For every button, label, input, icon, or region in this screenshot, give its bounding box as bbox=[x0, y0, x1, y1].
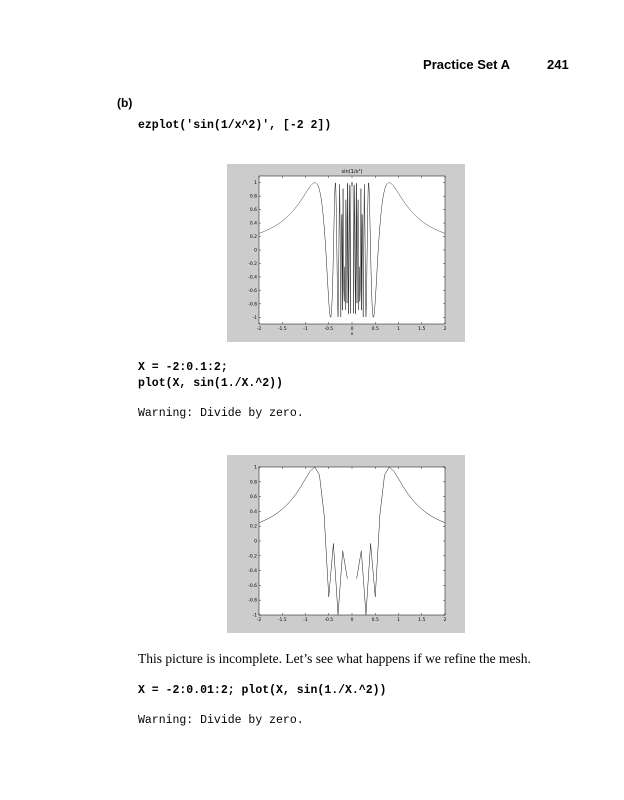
chart-ezplot bbox=[227, 164, 465, 342]
y-tick-label: 0 bbox=[254, 248, 257, 254]
x-tick-label: -1 bbox=[303, 327, 308, 332]
figure-ezplot bbox=[227, 164, 465, 342]
y-tick-label: -0.8 bbox=[248, 598, 257, 604]
y-tick-label: -1 bbox=[252, 613, 257, 619]
y-tick-label: 0.6 bbox=[249, 208, 257, 214]
x-tick-label: 0 bbox=[350, 618, 354, 623]
y-tick-label: 0.8 bbox=[249, 194, 257, 200]
x-tick-label: 1.5 bbox=[418, 327, 426, 332]
running-header-section: Practice Set A bbox=[423, 57, 510, 72]
x-tick-label: -2 bbox=[256, 618, 262, 623]
y-tick-label: 0.4 bbox=[249, 509, 257, 515]
y-tick-label: 1 bbox=[254, 181, 257, 187]
x-axis-label: x bbox=[350, 332, 354, 337]
page-number: 241 bbox=[547, 57, 569, 72]
y-tick-label: -0.8 bbox=[248, 302, 257, 308]
x-tick-label: 0 bbox=[350, 327, 354, 332]
x-tick-label: 2 bbox=[443, 618, 447, 623]
x-tick-label: -0.5 bbox=[324, 327, 334, 332]
x-tick-label: -1.5 bbox=[277, 327, 287, 332]
x-tick-label: 1 bbox=[397, 618, 400, 623]
code-refine: X = -2:0.01:2; plot(X, sin(1./X.^2)) bbox=[138, 684, 387, 697]
y-tick-label: -0.6 bbox=[248, 583, 257, 589]
y-tick-label: 0.6 bbox=[249, 495, 257, 501]
code-warning-2: Warning: Divide by zero. bbox=[138, 714, 304, 727]
x-tick-label: 0.5 bbox=[371, 327, 379, 332]
y-tick-label: -0.4 bbox=[248, 275, 257, 281]
y-tick-label: -1 bbox=[252, 315, 257, 321]
part-label: (b) bbox=[117, 96, 133, 110]
figure-coarse-plot bbox=[227, 455, 465, 633]
x-tick-label: -1 bbox=[303, 618, 308, 623]
x-tick-label: 1 bbox=[397, 327, 400, 332]
x-tick-label: -0.5 bbox=[324, 618, 334, 623]
y-tick-label: 0.2 bbox=[249, 524, 257, 530]
code-warning-1: Warning: Divide by zero. bbox=[138, 407, 304, 420]
x-tick-label: 0.5 bbox=[371, 618, 379, 623]
code-ezplot: ezplot('sin(1/x^2)', [-2 2]) bbox=[138, 119, 332, 132]
y-tick-label: 0.2 bbox=[249, 235, 257, 241]
plot-area bbox=[259, 176, 445, 324]
y-tick-label: 1 bbox=[254, 465, 257, 471]
code-plot-call: plot(X, sin(1./X.^2)) bbox=[138, 377, 283, 390]
y-tick-label: -0.2 bbox=[248, 261, 257, 267]
plot-area bbox=[259, 467, 445, 615]
y-tick-label: -0.4 bbox=[248, 569, 257, 575]
x-tick-label: -1.5 bbox=[277, 618, 287, 623]
y-tick-label: 0 bbox=[254, 539, 257, 545]
x-tick-label: -2 bbox=[256, 327, 262, 332]
y-tick-label: 0.8 bbox=[249, 480, 257, 486]
chart-title: sin(1/x²) bbox=[341, 169, 363, 175]
chart-coarse-plot bbox=[227, 455, 465, 633]
y-tick-label: -0.2 bbox=[248, 554, 257, 560]
x-tick-label: 1.5 bbox=[418, 618, 426, 623]
code-x-def: X = -2:0.1:2; bbox=[138, 361, 228, 374]
x-tick-label: 2 bbox=[443, 327, 447, 332]
y-tick-label: 0.4 bbox=[249, 221, 257, 227]
body-paragraph: This picture is incomplete. Let’s see what happens if we refine the mesh. bbox=[138, 651, 531, 666]
y-tick-label: -0.6 bbox=[248, 288, 257, 294]
